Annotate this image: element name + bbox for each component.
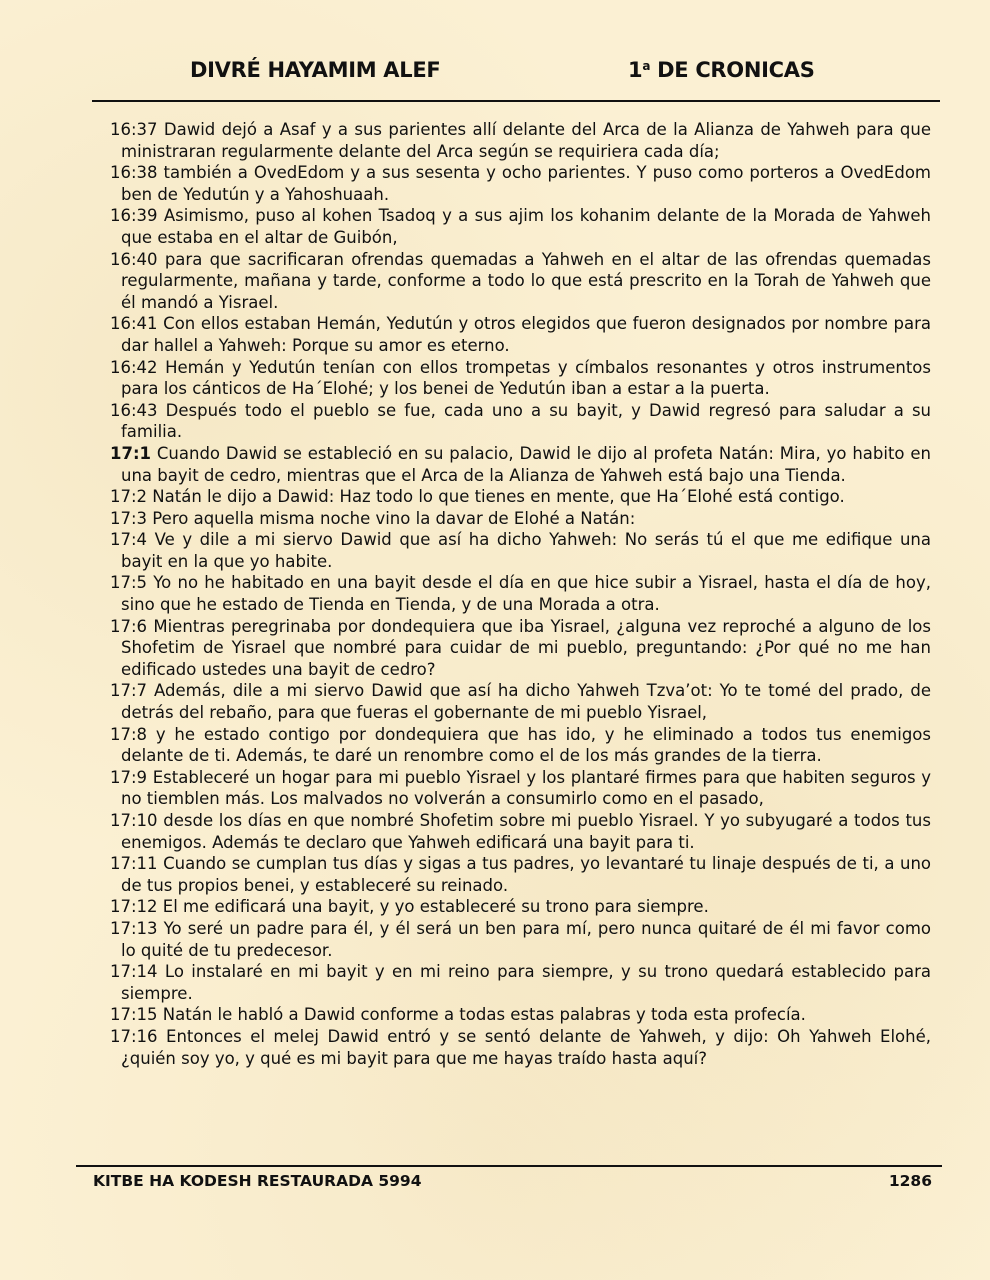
verse-text: Mientras peregrinaba por dondequiera que iba Yisrael, ¿alguna vez reproché a alguno de los Shofetim de Yisrael que nombré para cuidar de mi pueblo, preguntando: ¿Por qué no me han edificado ustedes una bayit de cedro?: [121, 616, 931, 679]
footer-rule: [76, 1165, 942, 1167]
verse-reference: 16:42: [110, 357, 158, 377]
verse-paragraph: [110, 443, 931, 486]
verse-paragraph: [110, 724, 931, 767]
verse-text: Asimismo, puso al kohen Tsadoq y a sus ajim los kohanim delante de la Morada de Yahweh que estaba en el altar de Guibón,: [121, 206, 931, 247]
verse-paragraph: [110, 767, 931, 810]
footer-title: KITBE HA KODESH RESTAURADA 5994: [93, 1172, 422, 1190]
verse-paragraph: [110, 853, 931, 896]
verse-reference: 16:38: [110, 163, 158, 183]
verse-reference: 17:1: [110, 443, 152, 463]
verse-text: Dawid dejó a Asaf y a sus parientes allí delante del Arca de la Alianza de Yahweh para que ministraran regularmente delante del Arca según se requiriera cada día;: [121, 120, 931, 161]
header-rule: [92, 100, 940, 102]
verse-text: Natán le dijo a Dawid: Haz todo lo que tienes en mente, que Ha´Elohé está contigo.: [147, 487, 845, 507]
verse-paragraph: [110, 313, 931, 356]
verse-reference: 17:9: [110, 767, 148, 787]
verse-text: Yo no he habitado en una bayit desde el día en que hice subir a Yisrael, hasta el día de hoy, sino que he estado de Tienda en Tienda, y de una Morada a otra.: [121, 573, 931, 615]
verse-paragraph: [110, 205, 931, 248]
verse-reference: 17:2: [110, 487, 148, 507]
verse-paragraph: [110, 616, 931, 681]
page-header: [190, 58, 840, 92]
verse-text: Yo seré un padre para él, y él será un ben para mí, pero nunca quitaré de él mi favor como lo quité de tu predecesor.: [121, 918, 931, 960]
verse-reference: 16:40: [110, 249, 158, 269]
verse-reference: 17:14: [110, 962, 158, 982]
verse-text: Ve y dile a mi siervo Dawid que así ha dicho Yahweh: No serás tú el que me edifique una bayit en la que yo habite.: [121, 530, 931, 571]
verse-reference: 16:37: [110, 120, 158, 139]
verse-paragraph: [110, 486, 931, 508]
verse-paragraph: [110, 119, 931, 162]
verse-reference: 17:12: [110, 897, 158, 917]
verse-reference: 17:7: [110, 681, 148, 701]
verse-text: Lo instalaré en mi bayit y en mi reino para siempre, y su trono quedará establecido para siempre.: [121, 962, 931, 1003]
verse-paragraph: [110, 400, 931, 443]
verse-paragraph: [110, 918, 931, 961]
verse-paragraph: [110, 1026, 931, 1069]
verse-reference: 17:15: [110, 1005, 158, 1025]
verse-reference: 17:10: [110, 811, 158, 830]
verse-paragraph: [110, 572, 931, 615]
verse-text: Cuando Dawid se estableció en su palacio, Dawid le dijo al profeta Natán: Mira, yo habito en una bayit de cedro, mientras que el Arca de la Alianza de Yahweh está bajo una Tienda.: [121, 443, 931, 485]
verse-text: Natán le habló a Dawid conforme a todas estas palabras y toda esta profecía.: [157, 1005, 806, 1025]
verse-paragraph: [110, 529, 931, 572]
book-title-hebrew: DIVRÉ HAYAMIM ALEF: [190, 58, 441, 82]
verse-text: Con ellos estaban Hemán, Yedutún y otros elegidos que fueron designados por nombre para dar hallel a Yahweh: Porque su amor es eterno.: [121, 314, 931, 355]
verse-text: Hemán y Yedutún tenían con ellos trompetas y címbalos resonantes y otros instrumentos para los cánticos de Ha´Elohé; y los benei de Yedutún iban a estar a la puerta.: [121, 357, 931, 399]
verse-paragraph: [110, 680, 931, 723]
verse-text: Estableceré un hogar para mi pueblo Yisrael y los plantaré firmes para que habiten seguros y no tiemblen más. Los malvados no volverán a consumirlo como en el pasado,: [121, 767, 931, 809]
verse-paragraph: [110, 357, 931, 400]
verses-body: [110, 119, 931, 1069]
verse-text: también a OvedEdom y a sus sesenta y ocho parientes. Y puso como porteros a OvedEdom ben de Yedutún y a Yahoshuaah.: [121, 163, 931, 204]
book-number-ordinal: a: [642, 59, 651, 73]
book-number: 1: [628, 58, 643, 82]
verse-reference: 16:41: [110, 314, 158, 334]
verse-paragraph: [110, 896, 931, 918]
verse-reference: 17:16: [110, 1026, 158, 1046]
verse-reference: 17:8: [110, 724, 148, 744]
verse-paragraph: [110, 508, 931, 530]
verse-text: Cuando se cumplan tus días y sigas a tus padres, yo levantaré tu linaje después de ti, a uno de tus propios benei, y estableceré su reinado.: [121, 854, 931, 895]
verse-paragraph: [110, 1004, 931, 1026]
page-number: 1286: [888, 1172, 932, 1190]
verse-text: Después todo el pueblo se fue, cada uno a su bayit, y Dawid regresó para saludar a su familia.: [121, 400, 931, 442]
verse-reference: 17:5: [110, 573, 148, 593]
verse-text: Entonces el melej Dawid entró y se sentó delante de Yahweh, y dijo: Oh Yahweh Elohé, ¿quién soy yo, y qué es mi bayit para que me hayas traído hasta aquí?: [121, 1026, 931, 1068]
verse-text: Además, dile a mi siervo Dawid que así ha dicho Yahweh Tzva’ot: Yo te tomé del prado, de detrás del rebaño, para que fueras el gobernante de mi pueblo Yisrael,: [121, 681, 931, 723]
verse-reference: 16:43: [110, 400, 158, 420]
verse-paragraph: [110, 249, 931, 314]
verse-reference: 16:39: [110, 206, 158, 226]
verse-reference: 17:3: [110, 508, 148, 528]
verse-text: El me edificará una bayit, y yo estableceré su trono para siempre.: [157, 897, 709, 917]
verse-text: desde los días en que nombré Shofetim sobre mi pueblo Yisrael. Y yo subyugaré a todos tus enemigos. Además te declaro que Yahweh edificará una bayit para ti.: [121, 811, 931, 852]
verse-paragraph: [110, 961, 931, 1004]
verse-reference: 17:13: [110, 918, 158, 938]
verse-reference: 17:6: [110, 616, 148, 636]
verse-reference: 17:11: [110, 854, 158, 874]
verse-reference: 17:4: [110, 530, 148, 550]
book-title-spanish-text: DE CRONICAS: [650, 58, 815, 82]
book-title-spanish: [628, 58, 815, 82]
verse-text: y he estado contigo por dondequiera que has ido, y he eliminado a todos tus enemigos delante de ti. Además, te daré un renombre como el de los más grandes de la tierra.: [121, 724, 931, 766]
verse-paragraph: [110, 162, 931, 205]
verse-text: para que sacrificaran ofrendas quemadas a Yahweh en el altar de las ofrendas quemadas regularmente, mañana y tarde, conforme a todo lo que está prescrito en la Torah de Yahweh que él mandó a Yisrael.: [121, 249, 931, 312]
verse-text: Pero aquella misma noche vino la davar de Elohé a Natán:: [147, 508, 636, 528]
verse-paragraph: [110, 810, 931, 853]
